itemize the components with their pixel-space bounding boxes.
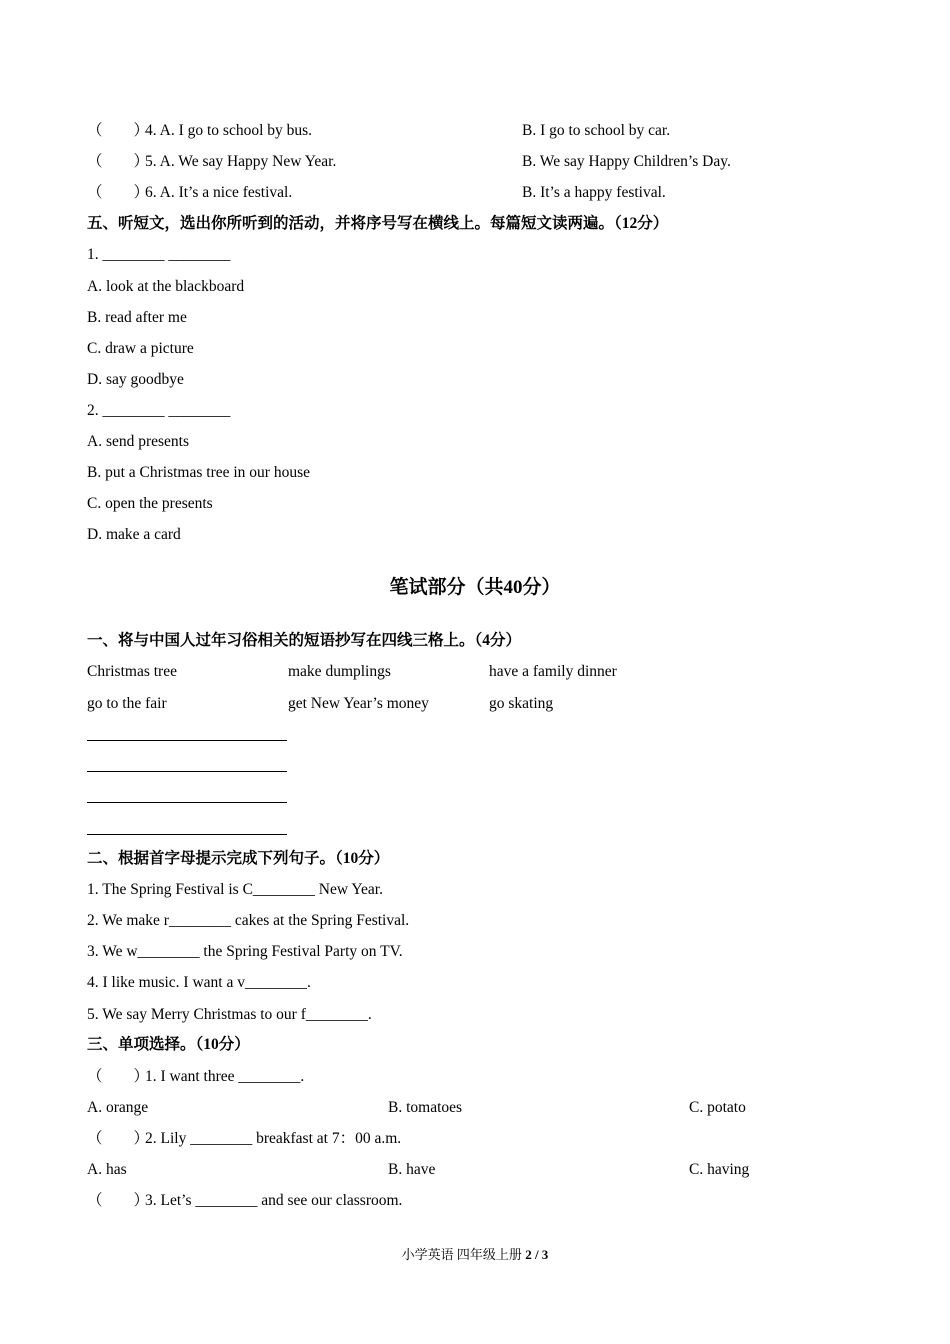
choice-q1-option-a: A. orange <box>87 1099 149 1116</box>
choice-q2-option-a: A. has <box>87 1161 127 1178</box>
answer-paren: （ ） <box>87 153 150 170</box>
question-4 <box>87 121 312 141</box>
choice-q2-stem: 2. Lily ________ breakfast at 7：00 a.m. <box>145 1130 402 1147</box>
phrase-5: get New Year’s money <box>288 695 429 712</box>
q2-option-c: C. open the presents <box>87 495 213 512</box>
answer-paren: （ ） <box>87 1068 150 1085</box>
choice-q1-option-c: C. potato <box>689 1099 746 1116</box>
phrase-4: go to the fair <box>87 695 167 712</box>
phrase-1: Christmas tree <box>87 663 177 680</box>
writing-line-4 <box>87 834 287 835</box>
choice-q1 <box>87 1067 304 1087</box>
fill-item-2: 2. We make r________ cakes at the Spring Festival. <box>87 912 410 929</box>
page-footer <box>0 1246 950 1264</box>
answer-paren: （ ） <box>87 184 150 201</box>
fill-item-1: 1. The Spring Festival is C________ New Year. <box>87 881 383 898</box>
q2-option-d: D. make a card <box>87 526 181 543</box>
page-number: 2 / 3 <box>525 1247 549 1262</box>
q1-option-a: A. look at the blackboard <box>87 278 245 295</box>
writing-line-1 <box>87 740 287 741</box>
written-section-1-heading: 一、将与中国人过年习俗相关的短语抄写在四线三格上。（4分） <box>87 632 522 649</box>
choice-q1-stem: 1. I want three ________. <box>145 1068 305 1085</box>
option-a: 4. A. I go to school by bus. <box>145 122 313 139</box>
section-5-q2: 2. ________ ________ <box>87 402 231 419</box>
choice-q3-stem: 3. Let’s ________ and see our classroom. <box>145 1192 403 1209</box>
written-part-title: 笔试部分（共40分） <box>389 577 561 598</box>
q1-option-d: D. say goodbye <box>87 371 184 388</box>
writing-line-2 <box>87 771 287 772</box>
option-a: 6. A. It’s a nice festival. <box>145 184 293 201</box>
phrase-6: go skating <box>489 695 554 712</box>
phrase-3: have a family dinner <box>489 663 617 680</box>
q2-option-b: B. put a Christmas tree in our house <box>87 464 310 481</box>
written-section-3-heading: 三、单项选择。（10分） <box>87 1036 250 1053</box>
answer-paren: （ ） <box>87 1192 150 1209</box>
question-5 <box>87 152 336 172</box>
fill-item-3: 3. We w________ the Spring Festival Party on TV. <box>87 943 403 960</box>
answer-paren: （ ） <box>87 122 150 139</box>
question-6-option-b: B. It’s a happy festival. <box>522 184 666 201</box>
question-6 <box>87 183 292 203</box>
question-4-option-b: B. I go to school by car. <box>522 122 671 139</box>
choice-q2 <box>87 1129 401 1149</box>
section-5-heading: 五、听短文，选出你所听到的活动，并将序号写在横线上。每篇短文读两遍。（12分） <box>87 215 669 232</box>
fill-item-4: 4. I like music. I want a v________. <box>87 974 311 991</box>
answer-paren: （ ） <box>87 1130 150 1147</box>
written-section-2-heading: 二、根据首字母提示完成下列句子。（10分） <box>87 850 390 867</box>
question-5-option-b: B. We say Happy Children’s Day. <box>522 153 731 170</box>
footer-label: 小学英语 四年级上册 <box>401 1247 522 1262</box>
q1-option-c: C. draw a picture <box>87 340 194 357</box>
fill-item-5: 5. We say Merry Christmas to our f________. <box>87 1006 372 1023</box>
writing-line-3 <box>87 802 287 803</box>
choice-q2-option-c: C. having <box>689 1161 750 1178</box>
choice-q1-option-b: B. tomatoes <box>388 1099 463 1116</box>
option-a: 5. A. We say Happy New Year. <box>145 153 337 170</box>
section-5-q1: 1. ________ ________ <box>87 246 231 263</box>
choice-q2-option-b: B. have <box>388 1161 436 1178</box>
choice-q3 <box>87 1191 402 1211</box>
q1-option-b: B. read after me <box>87 309 187 326</box>
q2-option-a: A. send presents <box>87 433 190 450</box>
phrase-2: make dumplings <box>288 663 391 680</box>
